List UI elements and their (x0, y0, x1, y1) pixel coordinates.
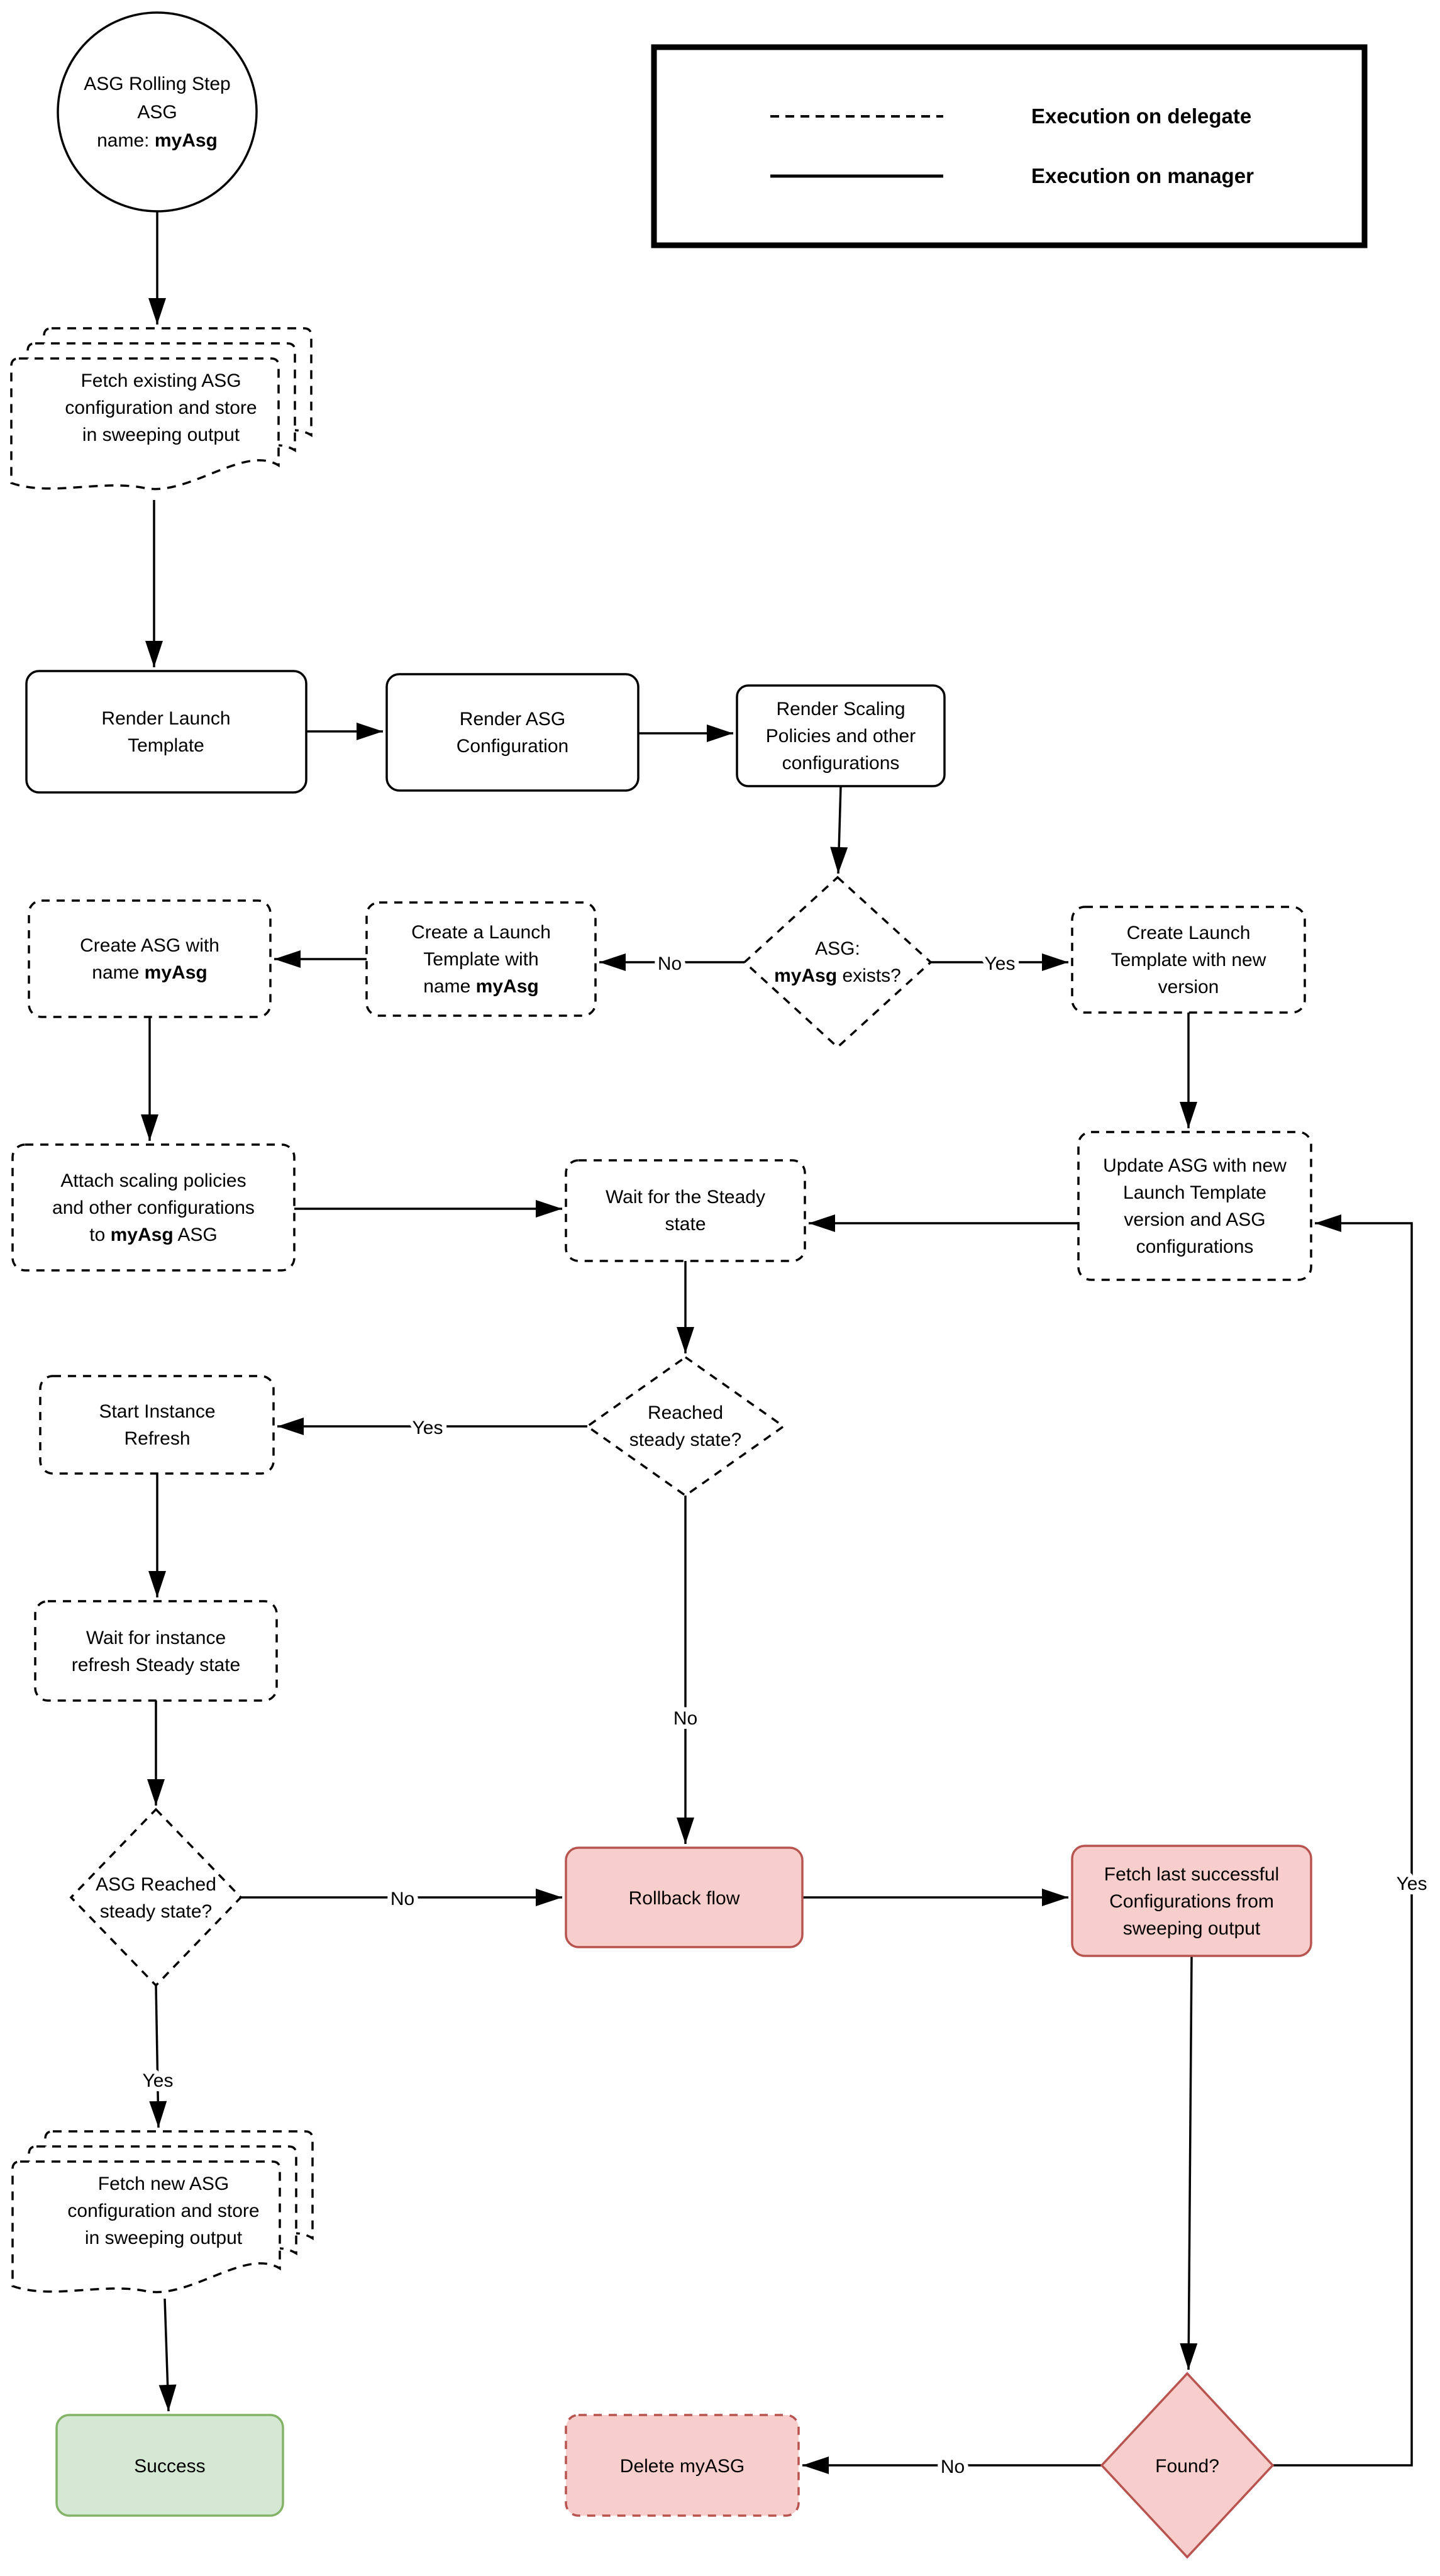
edge-label-reached-no: No (673, 1708, 698, 1729)
asg-exists-decision (745, 877, 931, 1047)
wait-instance-refresh-line2: refresh Steady state (71, 1655, 241, 1675)
create-asg-line1: Create ASG with (80, 935, 219, 956)
create-launch-template-myasg-line3: name myAsg (423, 976, 539, 997)
render-asg-configuration-line2: Configuration (456, 736, 569, 757)
fetch-last-successful-node (1072, 1846, 1311, 1956)
fetch-existing-line3: in sweeping output (82, 425, 240, 445)
update-asg-node (1078, 1132, 1311, 1280)
start-line2: ASG (137, 102, 177, 123)
render-launch-template-node (26, 671, 306, 792)
reached-steady-state-line1: Reached (647, 1402, 724, 1423)
success-line1: Success (134, 2456, 206, 2477)
edge-fetch-last-to-found (1188, 1956, 1192, 2370)
asg-reached-steady-state-line1: ASG Reached (96, 1874, 216, 1895)
start-node (58, 13, 257, 211)
render-asg-configuration-shape (387, 674, 638, 791)
create-launch-template-new-line2: Template with new (1110, 950, 1266, 970)
fetch-new-line2: configuration and store (67, 2201, 260, 2221)
update-asg-line2: Launch Template (1123, 1182, 1266, 1203)
render-asg-configuration-node (387, 674, 638, 791)
edge-found-yes-loop (1273, 1223, 1412, 2465)
wait-instance-refresh-shape (35, 1601, 277, 1701)
update-asg-shape (1078, 1132, 1311, 1280)
render-scaling-policies-line3: configurations (782, 753, 900, 774)
edge-render-scaling-to-asg-exists (838, 786, 841, 874)
create-launch-template-new-line3: version (1158, 977, 1219, 997)
legend-box (654, 47, 1365, 245)
update-asg-line4: configurations (1136, 1236, 1254, 1257)
render-asg-configuration-line1: Render ASG (459, 709, 566, 730)
attach-scaling-policies-line3: to myAsg ASG (89, 1224, 218, 1245)
edge-label-asg-reached-no: No (390, 1889, 415, 1909)
reached-steady-state-line2: steady state? (629, 1430, 742, 1450)
edges (150, 211, 1412, 2465)
render-scaling-policies-line2: Policies and other (765, 726, 916, 747)
legend-manager-label: Execution on manager (1031, 164, 1254, 187)
render-launch-template-line1: Render Launch (101, 708, 231, 729)
delete-myasg-line1: Delete myASG (619, 2456, 745, 2477)
render-launch-template-shape (26, 671, 306, 792)
reached-steady-state-diamond-shape (587, 1357, 784, 1496)
update-asg-line3: version and ASG (1124, 1209, 1266, 1230)
create-asg-line2: name myAsg (92, 962, 208, 983)
edge-label-found-yes: Yes (1396, 1874, 1427, 1894)
edge-asg-reached-yes (156, 1985, 158, 2128)
asg-reached-steady-state-decision (71, 1809, 241, 1985)
create-launch-template-myasg-node (367, 902, 595, 1016)
start-instance-refresh-shape (40, 1376, 274, 1474)
success-node (57, 2415, 283, 2516)
delete-myasg-node (566, 2415, 799, 2516)
attach-scaling-policies-line2: and other configurations (52, 1197, 255, 1218)
legend-delegate-label: Execution on delegate (1031, 104, 1252, 128)
legend (654, 47, 1365, 245)
wait-steady-state-node (566, 1160, 805, 1261)
asg-reached-steady-state-line2: steady state? (99, 1901, 213, 1922)
fetch-existing-line1: Fetch existing ASG (80, 370, 241, 391)
start-line3: name: myAsg (97, 130, 218, 151)
edge-label-asg-exists-no: No (657, 953, 682, 974)
reached-steady-state-decision (587, 1357, 784, 1496)
fetch-existing-line2: configuration and store (65, 397, 257, 418)
create-asg-shape (29, 901, 270, 1017)
asg-exists-line2: myAsg exists? (774, 965, 901, 986)
fetch-new-node (13, 2131, 313, 2292)
start-instance-refresh-line1: Start Instance (99, 1401, 216, 1422)
asg-reached-steady-state-diamond-shape (71, 1809, 241, 1985)
fetch-new-line3: in sweeping output (84, 2228, 243, 2248)
fetch-last-successful-line3: sweeping output (1122, 1918, 1261, 1939)
attach-scaling-policies-node (13, 1145, 294, 1270)
update-asg-line1: Update ASG with new (1103, 1155, 1287, 1176)
create-launch-template-new-line1: Create Launch (1126, 923, 1251, 943)
edge-fetch-new-to-success (165, 2299, 169, 2411)
fetch-existing-node (11, 328, 311, 489)
create-launch-template-myasg-line1: Create a Launch (411, 922, 551, 943)
found-line1: Found? (1155, 2456, 1219, 2477)
fetch-last-successful-line1: Fetch last successful (1104, 1864, 1280, 1885)
wait-instance-refresh-line1: Wait for instance (86, 1628, 226, 1648)
start-line1: ASG Rolling Step (84, 74, 231, 94)
create-launch-template-myasg-line2: Template with (423, 949, 539, 970)
found-decision (1102, 2373, 1273, 2557)
rollback-flow-line1: Rollback flow (628, 1888, 740, 1909)
asg-exists-line1: ASG: (815, 938, 860, 959)
edge-label-found-no: No (940, 2457, 965, 2477)
render-launch-template-line2: Template (128, 735, 204, 756)
wait-steady-state-shape (566, 1160, 805, 1261)
edge-label-reached-yes: Yes (412, 1418, 443, 1438)
start-instance-refresh-node (40, 1376, 274, 1474)
start-instance-refresh-line2: Refresh (124, 1428, 191, 1449)
wait-steady-state-line2: state (665, 1214, 706, 1235)
asg-exists-diamond-shape (745, 877, 931, 1047)
create-launch-template-new-node (1072, 907, 1305, 1013)
create-asg-node (29, 901, 270, 1017)
edge-label-asg-exists-yes: Yes (984, 953, 1016, 974)
fetch-last-successful-line2: Configurations from (1109, 1891, 1274, 1912)
wait-instance-refresh-node (35, 1601, 277, 1701)
wait-steady-state-line1: Wait for the Steady (605, 1187, 766, 1208)
render-scaling-policies-node (737, 686, 944, 786)
render-scaling-policies-line1: Render Scaling (776, 699, 906, 719)
attach-scaling-policies-line1: Attach scaling policies (60, 1170, 246, 1191)
fetch-new-line1: Fetch new ASG (97, 2174, 230, 2194)
edge-label-asg-reached-yes: Yes (142, 2070, 174, 2091)
rollback-flow-node (566, 1848, 802, 1947)
